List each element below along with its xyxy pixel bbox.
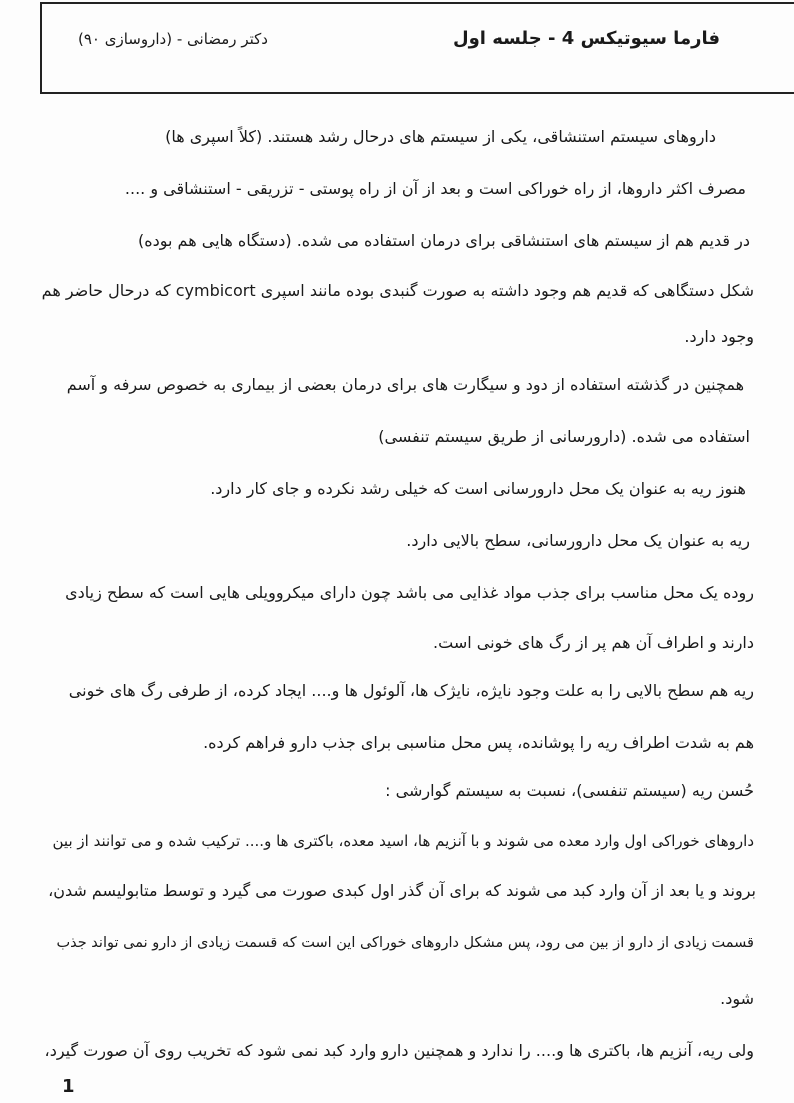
note-line: همچنین در گذشته استفاده از دود و سیگارت های برای درمان بعضی از بیماری به خصوص سرفه و آسم xyxy=(66,375,744,394)
note-line: مصرف اکثر داروها، از راه خوراکی است و بعد از آن از راه پوستی - تزریقی - استنشاقی و .... xyxy=(124,179,746,198)
note-line: شکل دستگاهی که قدیم هم وجود داشته به صورت گنبدی بوده مانند اسپری cymbicort که درحال حاضر هم xyxy=(41,281,754,300)
course-title: فارما سیوتیکس 4 - جلسه اول xyxy=(452,28,720,49)
note-line: در قدیم هم از سیستم های استنشاقی برای درمان استفاده می شده. (دستگاه هایی هم بوده) xyxy=(138,231,750,250)
note-line: هنوز ریه به عنوان یک محل دارورسانی است که خیلی رشد نکرده و جای کار دارد. xyxy=(210,479,746,498)
note-line: استفاده می شده. (دارورسانی از طریق سیستم تنفسی) xyxy=(378,427,750,446)
header-frame-top xyxy=(40,2,794,4)
header-frame-left xyxy=(40,2,42,92)
note-line: وجود دارد. xyxy=(684,327,754,346)
instructor-name: دکتر رمضانی - (داروسازی ۹۰) xyxy=(78,30,268,48)
header-divider xyxy=(40,92,794,94)
note-line: قسمت زیادی از دارو از بین می رود، پس مشکل داروهای خوراکی این است که قسمت زیادی از دارو نمی تواند جذب xyxy=(56,935,754,951)
note-line: داروهای سیستم استنشاقی، یکی از سیستم های درحال رشد هستند. (کلاً اسپری ها) xyxy=(165,127,716,146)
note-line: داروهای خوراکی اول وارد معده می شوند و با آنزیم ها، اسید معده، باکتری ها و.... ترکیب شده و می توانند از بین xyxy=(52,832,754,850)
note-line: هم به شدت اطراف ریه را پوشانده، پس محل مناسبی برای جذب دارو فراهم کرده. xyxy=(203,733,754,752)
note-line: ولی ریه، آنزیم ها، باکتری ها و.... را ندارد و همچنین دارو وارد کبد نمی شود که تخریب روی آن صورت گیرد، xyxy=(44,1041,754,1060)
page-number: 1 xyxy=(62,1076,75,1097)
note-line: دارند و اطراف آن هم پر از رگ های خونی است. xyxy=(433,633,754,652)
note-line: ریه به عنوان یک محل دارورسانی، سطح بالایی دارد. xyxy=(406,531,750,550)
note-line: حُسن ریه (سیستم تنفسی)، نسبت به سیستم گوارشی : xyxy=(385,781,754,800)
note-line: بروند و یا بعد از آن وارد کبد می شوند که برای آن گذر اول کبدی صورت می گیرد و توسط متابولیسم شدن، xyxy=(48,881,756,900)
note-line: روده یک محل مناسب برای جذب مواد غذایی می باشد چون دارای میکروویلی هایی است که سطح زیادی xyxy=(65,583,754,602)
note-line: ریه هم سطح بالایی را به علت وجود نایژه، نایژک ها، آلوئول ها و.... ایجاد کرده، از طرفی رگ های خونی xyxy=(68,681,754,700)
note-line: شود. xyxy=(720,989,754,1008)
